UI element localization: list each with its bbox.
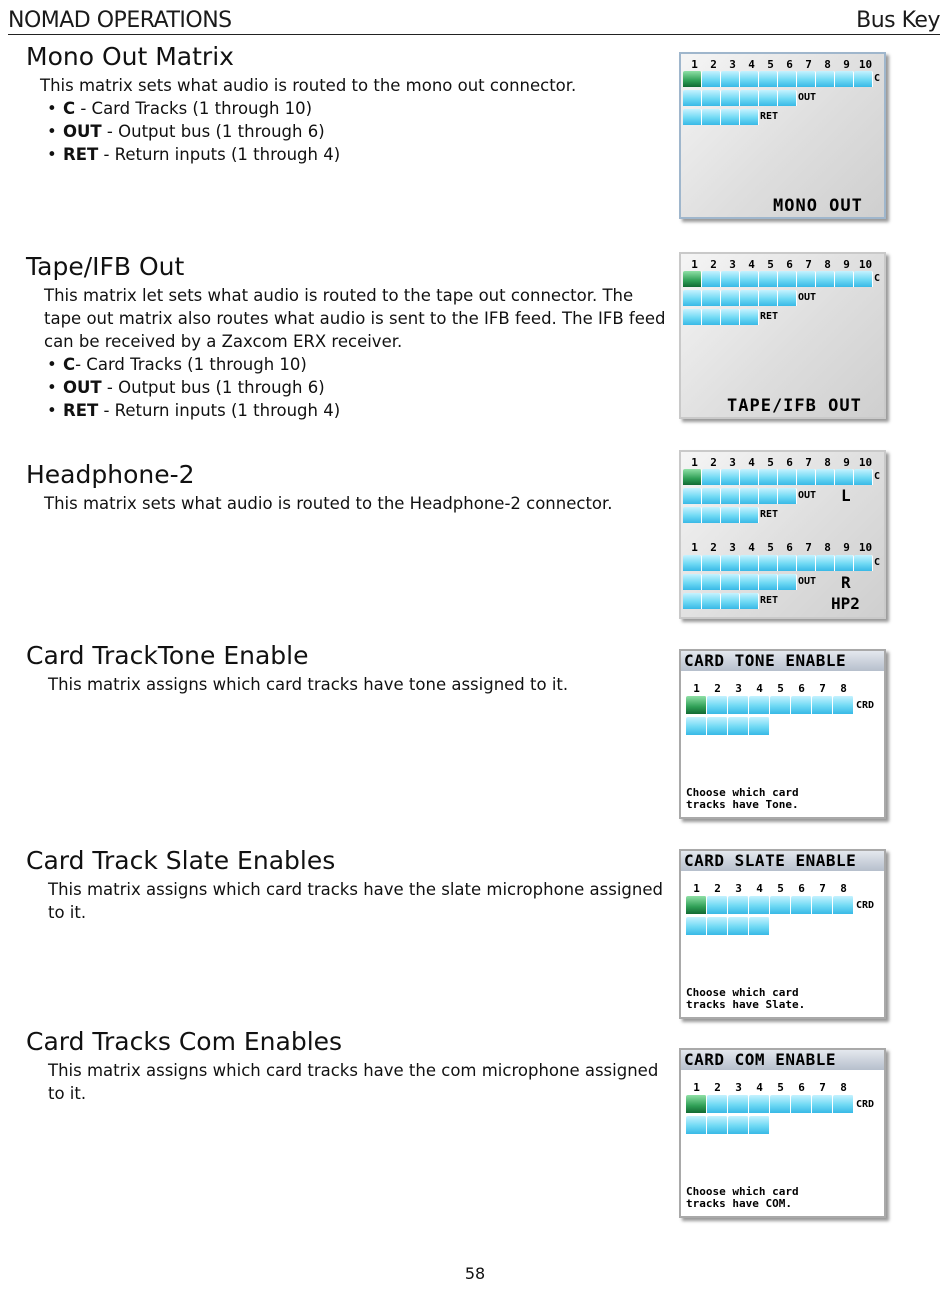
matrix-cell[interactable] — [702, 90, 721, 106]
matrix-cell[interactable] — [797, 271, 816, 287]
matrix-cell[interactable] — [778, 469, 797, 485]
bullet-text: - Card Tracks (1 through 10) — [75, 355, 307, 374]
bullet-key: C — [63, 99, 76, 118]
column-numbers: 1 2 3 4 5 6 7 8 9 10 — [691, 456, 873, 469]
row-label-ret: RET — [760, 509, 779, 520]
matrix-cell[interactable] — [759, 488, 778, 504]
section-name: Bus Key — [856, 8, 940, 33]
matrix-cell[interactable] — [683, 507, 702, 523]
matrix-cell[interactable] — [728, 896, 749, 914]
matrix-cell[interactable] — [740, 71, 759, 87]
matrix-cell[interactable] — [740, 290, 759, 306]
mono-out-title: Mono Out Matrix — [26, 42, 234, 71]
card-track-row — [683, 271, 873, 287]
row-label-out: OUT — [798, 92, 817, 103]
row-label-crd: CRD — [856, 1099, 875, 1110]
card-track-row-left — [683, 469, 873, 485]
bullet-key: OUT — [63, 122, 102, 141]
headphone2-screen — [679, 450, 886, 619]
matrix-cell[interactable] — [759, 469, 778, 485]
matrix-cell[interactable] — [835, 71, 854, 87]
note-line: Choose which card — [686, 786, 799, 799]
matrix-cell[interactable] — [721, 109, 740, 125]
chapter-title: NOMAD OPERATIONS — [8, 8, 232, 33]
card-track-row — [686, 696, 854, 714]
screen-note — [686, 787, 799, 811]
matrix-cell[interactable] — [740, 507, 759, 523]
matrix-cell[interactable] — [721, 555, 740, 571]
matrix-cell[interactable] — [728, 917, 749, 935]
tape-ifb-bullet-list — [46, 353, 340, 422]
matrix-cell[interactable] — [749, 917, 770, 935]
matrix-cell[interactable] — [728, 1095, 749, 1113]
matrix-cell[interactable] — [728, 696, 749, 714]
note-line: tracks have Tone. — [686, 798, 799, 811]
headphone2-description: This matrix sets what audio is routed to the Headphone-2 connector. — [44, 494, 613, 513]
matrix-cell[interactable] — [686, 696, 707, 714]
matrix-cell[interactable] — [778, 90, 797, 106]
bullet-text: - Output bus (1 through 6) — [101, 122, 325, 141]
card-track-row — [686, 896, 854, 914]
matrix-cell[interactable] — [854, 469, 873, 485]
matrix-cell[interactable] — [770, 696, 791, 714]
com-enable-screen — [679, 1048, 886, 1218]
card-track-row — [686, 717, 770, 735]
matrix-cell[interactable] — [740, 593, 759, 609]
bullet-item — [46, 376, 340, 399]
mono-out-bullet-list — [46, 97, 340, 166]
matrix-cell[interactable] — [683, 593, 702, 609]
card-track-row — [686, 1095, 854, 1113]
slate-enable-title: Card Track Slate Enables — [26, 846, 336, 875]
bullet-item — [46, 97, 340, 120]
page-number: 58 — [464, 1264, 486, 1283]
matrix-cell[interactable] — [740, 309, 759, 325]
bullet-key: C — [63, 355, 76, 374]
return-row-left — [683, 507, 759, 523]
matrix-cell[interactable] — [812, 1095, 833, 1113]
matrix-cell[interactable] — [740, 271, 759, 287]
screen-note — [686, 987, 805, 1011]
matrix-cell[interactable] — [749, 717, 770, 735]
screen-label: MONO OUT — [773, 196, 863, 216]
matrix-cell[interactable] — [721, 271, 740, 287]
matrix-cell[interactable] — [816, 271, 835, 287]
note-line: tracks have Slate. — [686, 998, 806, 1011]
output-bus-row — [683, 90, 797, 106]
matrix-cell[interactable] — [683, 71, 702, 87]
matrix-cell[interactable] — [791, 896, 812, 914]
bullet-text: - Card Tracks (1 through 10) — [75, 99, 313, 118]
matrix-cell[interactable] — [816, 555, 835, 571]
matrix-cell[interactable] — [686, 1116, 707, 1134]
column-numbers: 1 2 3 4 5 6 7 8 — [693, 882, 847, 895]
note-line: Choose which card — [686, 986, 799, 999]
matrix-cell[interactable] — [721, 507, 740, 523]
matrix-cell[interactable] — [854, 555, 873, 571]
matrix-cell[interactable] — [721, 90, 740, 106]
row-label-crd: CRD — [856, 700, 875, 711]
matrix-cell[interactable] — [759, 555, 778, 571]
tone-enable-screen — [679, 649, 886, 819]
matrix-cell[interactable] — [707, 917, 728, 935]
matrix-cell[interactable] — [778, 555, 797, 571]
matrix-cell[interactable] — [683, 488, 702, 504]
matrix-cell[interactable] — [721, 488, 740, 504]
row-label-c: C — [874, 273, 881, 284]
matrix-cell[interactable] — [686, 1095, 707, 1113]
matrix-cell[interactable] — [835, 469, 854, 485]
matrix-cell[interactable] — [686, 717, 707, 735]
matrix-cell[interactable] — [721, 309, 740, 325]
row-label-c: C — [874, 557, 881, 568]
matrix-cell[interactable] — [721, 574, 740, 590]
matrix-cell[interactable] — [686, 917, 707, 935]
matrix-cell[interactable] — [721, 593, 740, 609]
row-label-ret: RET — [760, 111, 779, 122]
bullet-key: OUT — [63, 378, 102, 397]
left-channel-label: L — [841, 486, 851, 505]
matrix-cell[interactable] — [683, 574, 702, 590]
screen-title: CARD SLATE ENABLE — [681, 851, 884, 871]
matrix-cell[interactable] — [749, 896, 770, 914]
output-bus-row — [683, 290, 797, 306]
page-header — [8, 6, 940, 35]
tape-ifb-screen — [679, 252, 886, 419]
mono-out-description: This matrix sets what audio is routed to the mono out connector. — [40, 76, 577, 95]
matrix-cell[interactable] — [833, 896, 854, 914]
matrix-cell[interactable] — [740, 90, 759, 106]
matrix-cell[interactable] — [778, 574, 797, 590]
matrix-cell[interactable] — [778, 290, 797, 306]
matrix-cell[interactable] — [702, 574, 721, 590]
bullet-text: - Output bus (1 through 6) — [101, 378, 325, 397]
matrix-cell[interactable] — [702, 507, 721, 523]
matrix-cell[interactable] — [702, 109, 721, 125]
matrix-cell[interactable] — [702, 469, 721, 485]
matrix-cell[interactable] — [778, 71, 797, 87]
right-channel-label: R — [841, 573, 851, 592]
matrix-cell[interactable] — [749, 1116, 770, 1134]
row-label-out: OUT — [798, 292, 817, 303]
matrix-cell[interactable] — [812, 696, 833, 714]
matrix-cell[interactable] — [816, 71, 835, 87]
output-bus-row-left — [683, 488, 797, 504]
tone-enable-title: Card TrackTone Enable — [26, 641, 309, 670]
output-bus-row-right — [683, 574, 797, 590]
matrix-cell[interactable] — [740, 109, 759, 125]
matrix-cell[interactable] — [683, 469, 702, 485]
bullet-item — [46, 120, 340, 143]
screen-title: CARD COM ENABLE — [681, 1050, 884, 1070]
column-numbers: 1 2 3 4 5 6 7 8 9 10 — [691, 541, 873, 554]
matrix-cell[interactable] — [749, 696, 770, 714]
bullet-text: - Return inputs (1 through 4) — [98, 401, 341, 420]
matrix-cell[interactable] — [759, 90, 778, 106]
matrix-cell[interactable] — [728, 1116, 749, 1134]
matrix-cell[interactable] — [778, 271, 797, 287]
matrix-cell[interactable] — [707, 896, 728, 914]
bullet-text: - Return inputs (1 through 4) — [98, 145, 341, 164]
column-numbers: 1 2 3 4 5 6 7 8 — [693, 1081, 847, 1094]
card-track-row — [686, 917, 770, 935]
matrix-cell[interactable] — [797, 555, 816, 571]
matrix-cell[interactable] — [683, 271, 702, 287]
screen-note — [686, 1186, 799, 1210]
note-line: tracks have COM. — [686, 1197, 792, 1210]
column-numbers: 1 2 3 4 5 6 7 8 9 10 — [691, 258, 873, 271]
matrix-cell[interactable] — [728, 717, 749, 735]
matrix-cell[interactable] — [702, 593, 721, 609]
matrix-cell[interactable] — [740, 488, 759, 504]
matrix-cell[interactable] — [854, 271, 873, 287]
bullet-key: RET — [63, 401, 99, 420]
card-track-row — [686, 1116, 770, 1134]
matrix-cell[interactable] — [759, 271, 778, 287]
matrix-cell[interactable] — [854, 71, 873, 87]
matrix-cell[interactable] — [683, 90, 702, 106]
matrix-cell[interactable] — [707, 717, 728, 735]
matrix-cell[interactable] — [702, 555, 721, 571]
matrix-cell[interactable] — [759, 290, 778, 306]
matrix-cell[interactable] — [740, 469, 759, 485]
matrix-cell[interactable] — [683, 555, 702, 571]
tape-ifb-description: This matrix let sets what audio is routed to the tape out connector. The tape out matrix also routes what audio is sent to the IFB feed. The IFB feed can be received by a Zaxcom ERX receiver. — [44, 286, 666, 351]
headphone2-title: Headphone-2 — [26, 460, 195, 489]
matrix-cell[interactable] — [749, 1095, 770, 1113]
matrix-cell[interactable] — [816, 469, 835, 485]
matrix-cell[interactable] — [702, 71, 721, 87]
row-label-crd: CRD — [856, 900, 875, 911]
com-enable-description: This matrix assigns which card tracks have the com microphone assigned to it. — [48, 1061, 659, 1103]
matrix-cell[interactable] — [835, 555, 854, 571]
com-enable-title: Card Tracks Com Enables — [26, 1027, 343, 1056]
matrix-cell[interactable] — [707, 696, 728, 714]
matrix-cell[interactable] — [797, 469, 816, 485]
matrix-cell[interactable] — [770, 896, 791, 914]
matrix-cell[interactable] — [707, 1095, 728, 1113]
screen-label: TAPE/IFB OUT — [727, 396, 862, 416]
bullet-item — [46, 143, 340, 166]
slate-enable-screen — [679, 849, 886, 1019]
matrix-cell[interactable] — [797, 71, 816, 87]
return-row — [683, 309, 759, 325]
slate-enable-description: This matrix assigns which card tracks have the slate microphone assigned to it. — [48, 880, 663, 922]
screen-title: CARD TONE ENABLE — [681, 651, 884, 671]
card-track-row — [683, 71, 873, 87]
matrix-cell[interactable] — [721, 71, 740, 87]
row-label-c: C — [874, 73, 881, 84]
mono-out-screen — [679, 52, 886, 219]
row-label-c: C — [874, 471, 881, 482]
row-label-out: OUT — [798, 576, 817, 587]
bullet-item — [46, 399, 340, 422]
bullet-item — [46, 353, 340, 376]
column-numbers: 1 2 3 4 5 6 7 8 9 10 — [691, 58, 873, 71]
matrix-cell[interactable] — [770, 1095, 791, 1113]
matrix-cell[interactable] — [833, 696, 854, 714]
return-row-right — [683, 593, 759, 609]
matrix-cell[interactable] — [702, 488, 721, 504]
tape-ifb-title: Tape/IFB Out — [26, 252, 185, 281]
matrix-cell[interactable] — [835, 271, 854, 287]
row-label-ret: RET — [760, 595, 779, 606]
matrix-cell[interactable] — [683, 309, 702, 325]
matrix-cell[interactable] — [759, 574, 778, 590]
note-line: Choose which card — [686, 1185, 799, 1198]
matrix-cell[interactable] — [740, 574, 759, 590]
return-row — [683, 109, 759, 125]
matrix-cell[interactable] — [721, 290, 740, 306]
matrix-cell[interactable] — [683, 290, 702, 306]
matrix-cell[interactable] — [791, 696, 812, 714]
matrix-cell[interactable] — [686, 896, 707, 914]
row-label-ret: RET — [760, 311, 779, 322]
card-track-row-right — [683, 555, 873, 571]
matrix-cell[interactable] — [759, 71, 778, 87]
matrix-cell[interactable] — [702, 290, 721, 306]
matrix-cell[interactable] — [707, 1116, 728, 1134]
matrix-cell[interactable] — [833, 1095, 854, 1113]
tone-enable-description: This matrix assigns which card tracks have tone assigned to it. — [48, 675, 569, 694]
matrix-cell[interactable] — [740, 555, 759, 571]
matrix-cell[interactable] — [702, 309, 721, 325]
bullet-key: RET — [63, 145, 99, 164]
matrix-cell[interactable] — [791, 1095, 812, 1113]
matrix-cell[interactable] — [721, 469, 740, 485]
screen-label: HP2 — [831, 594, 860, 613]
matrix-cell[interactable] — [702, 271, 721, 287]
column-numbers: 1 2 3 4 5 6 7 8 — [693, 682, 847, 695]
matrix-cell[interactable] — [683, 109, 702, 125]
row-label-out: OUT — [798, 490, 817, 501]
matrix-cell[interactable] — [812, 896, 833, 914]
matrix-cell[interactable] — [778, 488, 797, 504]
